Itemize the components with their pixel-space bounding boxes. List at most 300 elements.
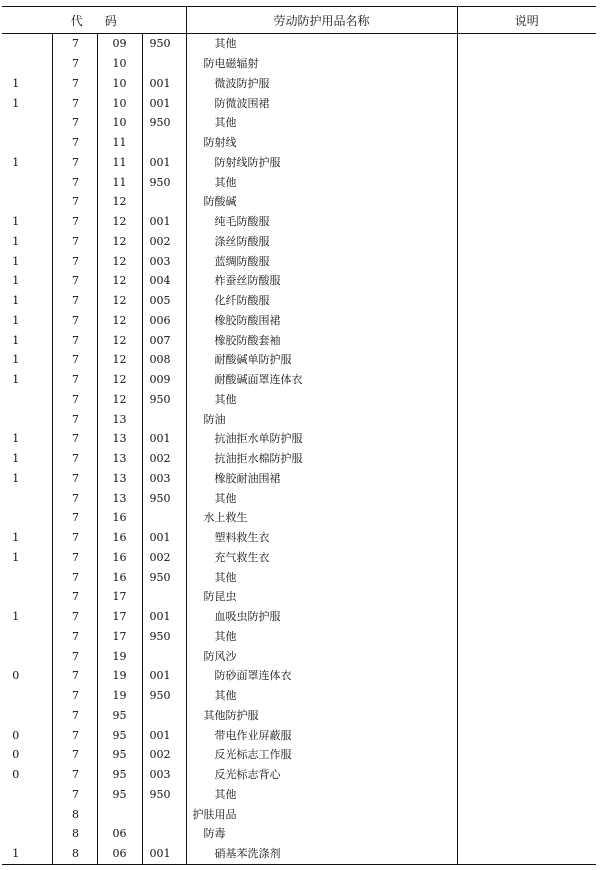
code-level-4-cell: 001	[142, 528, 186, 548]
code-level-1-cell: 1	[12, 96, 20, 110]
table-row	[2, 311, 596, 331]
code-level-3-cell: 13	[97, 488, 142, 508]
table-row	[2, 607, 596, 627]
table-row	[2, 390, 596, 410]
table-row	[2, 508, 596, 528]
note-cell	[457, 804, 596, 824]
item-name-cell: 硝基苯洗涤剂	[186, 844, 457, 864]
code-level-3-cell: 10	[97, 113, 142, 133]
code-level-1-cell: 1	[12, 155, 20, 169]
code-level-4-cell: 001	[142, 429, 186, 449]
code-level-4-cell	[142, 409, 186, 429]
code-level-4-cell	[142, 133, 186, 153]
code-level-4-cell: 005	[142, 291, 186, 311]
item-name-cell: 防昆虫	[186, 587, 457, 607]
note-cell	[457, 785, 596, 805]
note-cell	[457, 133, 596, 153]
item-name-cell: 防射线	[186, 133, 457, 153]
note-cell	[457, 390, 596, 410]
code-level-2-cell: 7	[52, 508, 97, 528]
code-level-4-cell	[142, 54, 186, 74]
note-cell	[457, 370, 596, 390]
code-level-2-cell: 7	[52, 390, 97, 410]
item-name-cell: 微波防护服	[186, 74, 457, 94]
note-cell	[457, 627, 596, 647]
table-row	[2, 271, 596, 291]
code-level-1-cell	[2, 34, 52, 54]
code-level-4-cell: 001	[142, 725, 186, 745]
code-level-1-cell: 0	[12, 669, 20, 683]
item-name-cell: 其他	[186, 567, 457, 587]
table-row	[2, 113, 596, 133]
code-level-2-cell: 7	[52, 133, 97, 153]
table-row	[2, 74, 596, 94]
note-cell	[457, 528, 596, 548]
code-level-3-cell: 16	[97, 508, 142, 528]
table-row	[2, 54, 596, 74]
code-level-4-cell: 001	[142, 666, 186, 686]
table-row	[2, 291, 596, 311]
code-level-4-cell	[142, 706, 186, 726]
note-cell	[457, 765, 596, 785]
code-level-1-cell: 1	[12, 550, 20, 564]
code-level-4-cell: 002	[142, 449, 186, 469]
item-name-cell: 防酸碱	[186, 192, 457, 212]
table-row	[2, 725, 596, 745]
code-level-1-cell: 1	[12, 274, 20, 288]
code-level-4-cell: 009	[142, 370, 186, 390]
code-level-2-cell: 7	[52, 686, 97, 706]
note-cell	[457, 429, 596, 449]
code-level-1-cell	[2, 390, 52, 410]
item-name-cell: 其他	[186, 34, 457, 54]
note-cell	[457, 212, 596, 232]
code-level-1-cell	[2, 804, 52, 824]
code-level-2-cell: 7	[52, 587, 97, 607]
code-level-1-cell	[2, 785, 52, 805]
table-row	[2, 686, 596, 706]
code-level-3-cell: 95	[97, 706, 142, 726]
table-row	[2, 627, 596, 647]
code-level-4-cell: 007	[142, 330, 186, 350]
code-level-2-cell: 7	[52, 212, 97, 232]
code-level-1-cell: 1	[12, 432, 20, 446]
table-row	[2, 34, 596, 54]
code-level-2-cell: 7	[52, 567, 97, 587]
code-level-3-cell: 95	[97, 745, 142, 765]
code-level-4-cell: 950	[142, 785, 186, 805]
note-cell	[457, 330, 596, 350]
code-level-2-cell: 7	[52, 192, 97, 212]
note-cell	[457, 725, 596, 745]
item-name-cell: 防电磁辐射	[186, 54, 457, 74]
note-cell	[457, 745, 596, 765]
code-level-4-cell	[142, 804, 186, 824]
table-row	[2, 330, 596, 350]
code-level-1-cell: 1	[12, 234, 20, 248]
code-level-1-cell: 0	[12, 728, 20, 742]
code-level-4-cell: 950	[142, 627, 186, 647]
code-level-4-cell: 004	[142, 271, 186, 291]
code-level-1-cell: 0	[12, 748, 20, 762]
note-cell	[457, 192, 596, 212]
code-level-3-cell: 13	[97, 409, 142, 429]
code-level-1-cell	[2, 192, 52, 212]
note-cell	[457, 153, 596, 173]
code-level-3-cell: 11	[97, 133, 142, 153]
code-level-3-cell: 13	[97, 449, 142, 469]
note-cell	[457, 93, 596, 113]
code-level-3-cell: 17	[97, 587, 142, 607]
table-row	[2, 765, 596, 785]
code-level-1-cell	[2, 706, 52, 726]
code-level-4-cell: 003	[142, 765, 186, 785]
table-row	[2, 409, 596, 429]
table-row	[2, 745, 596, 765]
table-row	[2, 212, 596, 232]
note-cell	[457, 291, 596, 311]
code-level-2-cell: 7	[52, 409, 97, 429]
item-name-cell: 抗油拒水棉防护服	[186, 449, 457, 469]
code-level-2-cell: 7	[52, 765, 97, 785]
note-cell	[457, 350, 596, 370]
code-level-1-cell	[2, 824, 52, 844]
code-level-3-cell: 16	[97, 567, 142, 587]
code-level-3-cell: 11	[97, 153, 142, 173]
code-level-4-cell: 002	[142, 745, 186, 765]
code-level-3-cell: 12	[97, 350, 142, 370]
table-row	[2, 706, 596, 726]
code-level-3-cell: 12	[97, 212, 142, 232]
note-cell	[457, 607, 596, 627]
code-level-2-cell: 7	[52, 745, 97, 765]
table-row	[2, 153, 596, 173]
table-row	[2, 528, 596, 548]
table-row	[2, 488, 596, 508]
code-level-4-cell: 001	[142, 93, 186, 113]
code-level-4-cell: 950	[142, 567, 186, 587]
table-row	[2, 449, 596, 469]
item-name-cell: 其他	[186, 390, 457, 410]
table-row	[2, 133, 596, 153]
code-level-2-cell: 7	[52, 548, 97, 568]
code-level-4-cell: 950	[142, 113, 186, 133]
code-level-4-cell: 950	[142, 390, 186, 410]
note-cell	[457, 686, 596, 706]
table-row	[2, 844, 596, 864]
table-row	[2, 824, 596, 844]
code-level-3-cell: 11	[97, 172, 142, 192]
code-level-4-cell: 003	[142, 469, 186, 489]
table-row	[2, 567, 596, 587]
code-level-3-cell: 17	[97, 607, 142, 627]
code-level-3-cell: 19	[97, 666, 142, 686]
item-name-cell: 橡胶耐油围裙	[186, 469, 457, 489]
code-level-3-cell: 12	[97, 271, 142, 291]
note-column-header: 说明	[457, 7, 596, 34]
code-level-2-cell: 8	[52, 824, 97, 844]
code-level-4-cell	[142, 587, 186, 607]
code-level-2-cell: 7	[52, 350, 97, 370]
item-name-cell: 其他	[186, 113, 457, 133]
table-row	[2, 370, 596, 390]
table-row	[2, 804, 596, 824]
note-cell	[457, 449, 596, 469]
code-level-3-cell: 12	[97, 390, 142, 410]
item-name-cell: 纯毛防酸服	[186, 212, 457, 232]
table-row	[2, 429, 596, 449]
item-name-cell: 血吸虫防护服	[186, 607, 457, 627]
note-cell	[457, 251, 596, 271]
code-level-1-cell	[2, 409, 52, 429]
item-name-cell: 橡胶防酸套袖	[186, 330, 457, 350]
item-name-cell: 其他	[186, 172, 457, 192]
code-level-4-cell: 950	[142, 172, 186, 192]
code-level-2-cell: 7	[52, 291, 97, 311]
code-level-2-cell: 7	[52, 528, 97, 548]
code-level-3-cell: 09	[97, 34, 142, 54]
code-level-3-cell: 10	[97, 74, 142, 94]
table-row	[2, 350, 596, 370]
table-row	[2, 587, 596, 607]
code-level-2-cell: 7	[52, 706, 97, 726]
table-row	[2, 93, 596, 113]
code-level-2-cell: 7	[52, 646, 97, 666]
code-level-1-cell	[2, 133, 52, 153]
note-cell	[457, 844, 596, 864]
code-level-2-cell: 7	[52, 113, 97, 133]
code-level-4-cell	[142, 508, 186, 528]
code-level-1-cell	[2, 567, 52, 587]
table-header-row	[2, 7, 596, 34]
note-cell	[457, 646, 596, 666]
code-level-3-cell: 95	[97, 765, 142, 785]
code-level-2-cell: 8	[52, 844, 97, 864]
code-level-3-cell: 12	[97, 370, 142, 390]
table-row	[2, 192, 596, 212]
code-level-3-cell: 12	[97, 291, 142, 311]
code-level-2-cell: 7	[52, 449, 97, 469]
note-cell	[457, 172, 596, 192]
item-name-cell: 其他	[186, 785, 457, 805]
item-name-cell: 防毒	[186, 824, 457, 844]
code-level-1-cell	[2, 627, 52, 647]
code-level-1-cell: 1	[12, 353, 20, 367]
note-cell	[457, 74, 596, 94]
note-cell	[457, 508, 596, 528]
code-level-3-cell: 13	[97, 429, 142, 449]
code-level-3-cell: 12	[97, 311, 142, 331]
code-level-4-cell	[142, 192, 186, 212]
note-cell	[457, 824, 596, 844]
item-name-cell: 护肤用品	[186, 804, 457, 824]
code-level-3-cell: 95	[97, 785, 142, 805]
code-level-3-cell: 10	[97, 93, 142, 113]
table-row	[2, 548, 596, 568]
item-name-cell: 化纤防酸服	[186, 291, 457, 311]
code-level-1-cell	[2, 587, 52, 607]
code-level-3-cell: 10	[97, 54, 142, 74]
code-level-3-cell: 06	[97, 824, 142, 844]
table-row	[2, 666, 596, 686]
code-level-2-cell: 7	[52, 232, 97, 252]
code-level-2-cell: 7	[52, 153, 97, 173]
code-level-2-cell: 7	[52, 429, 97, 449]
item-name-cell: 防射线防护服	[186, 153, 457, 173]
note-cell	[457, 469, 596, 489]
code-level-2-cell: 7	[52, 607, 97, 627]
table-row	[2, 785, 596, 805]
code-level-1-cell: 1	[12, 313, 20, 327]
note-cell	[457, 54, 596, 74]
code-level-1-cell: 1	[12, 76, 20, 90]
note-cell	[457, 409, 596, 429]
code-level-1-cell: 1	[12, 215, 20, 229]
code-level-4-cell: 003	[142, 251, 186, 271]
code-level-2-cell: 7	[52, 469, 97, 489]
code-level-1-cell	[2, 686, 52, 706]
item-name-cell: 防砂面罩连体衣	[186, 666, 457, 686]
code-table	[2, 6, 596, 865]
code-level-1-cell	[2, 54, 52, 74]
code-level-3-cell	[97, 804, 142, 824]
item-name-cell: 反光标志工作服	[186, 745, 457, 765]
code-level-4-cell: 008	[142, 350, 186, 370]
code-level-1-cell: 1	[12, 471, 20, 485]
code-level-4-cell: 950	[142, 34, 186, 54]
code-level-3-cell: 17	[97, 627, 142, 647]
code-level-2-cell: 7	[52, 93, 97, 113]
note-cell	[457, 232, 596, 252]
code-column-header: 代码	[2, 7, 186, 34]
item-name-cell: 充气救生衣	[186, 548, 457, 568]
name-column-header: 劳动防护用品名称	[186, 7, 457, 34]
code-level-4-cell	[142, 824, 186, 844]
item-name-cell: 其他	[186, 627, 457, 647]
code-level-4-cell: 002	[142, 548, 186, 568]
item-name-cell: 反光标志背心	[186, 765, 457, 785]
code-level-2-cell: 7	[52, 34, 97, 54]
item-name-cell: 防油	[186, 409, 457, 429]
code-level-2-cell: 7	[52, 725, 97, 745]
code-level-1-cell: 1	[2, 844, 52, 864]
note-cell	[457, 666, 596, 686]
code-level-4-cell: 950	[142, 686, 186, 706]
table-row	[2, 232, 596, 252]
item-name-cell: 防风沙	[186, 646, 457, 666]
code-level-4-cell	[142, 646, 186, 666]
code-level-4-cell: 001	[142, 607, 186, 627]
item-name-cell: 抗油拒水单防护服	[186, 429, 457, 449]
code-level-1-cell	[2, 508, 52, 528]
code-level-3-cell: 19	[97, 646, 142, 666]
code-level-3-cell: 06	[97, 844, 142, 864]
code-level-2-cell: 7	[52, 271, 97, 291]
code-level-2-cell: 7	[52, 172, 97, 192]
table-row	[2, 646, 596, 666]
note-cell	[457, 311, 596, 331]
code-level-1-cell	[2, 646, 52, 666]
code-level-1-cell: 1	[12, 254, 20, 268]
item-name-cell: 塑料救生衣	[186, 528, 457, 548]
note-cell	[457, 548, 596, 568]
item-name-cell: 水上救生	[186, 508, 457, 528]
table-row	[2, 251, 596, 271]
note-cell	[457, 567, 596, 587]
item-name-cell: 蓝绸防酸服	[186, 251, 457, 271]
item-name-cell: 橡胶防酸围裙	[186, 311, 457, 331]
code-level-2-cell: 7	[52, 311, 97, 331]
code-level-3-cell: 12	[97, 251, 142, 271]
code-level-2-cell: 8	[52, 804, 97, 824]
code-level-2-cell: 7	[52, 251, 97, 271]
item-name-cell: 柞蚕丝防酸服	[186, 271, 457, 291]
code-level-1-cell: 0	[12, 768, 20, 782]
note-cell	[457, 706, 596, 726]
code-level-3-cell: 13	[97, 469, 142, 489]
code-level-3-cell: 16	[97, 548, 142, 568]
code-level-4-cell: 001	[142, 74, 186, 94]
code-level-2-cell: 7	[52, 370, 97, 390]
item-name-cell: 耐酸碱单防护服	[186, 350, 457, 370]
item-name-cell: 其他	[186, 686, 457, 706]
code-level-2-cell: 7	[52, 54, 97, 74]
item-name-cell: 耐酸碱面罩连体衣	[186, 370, 457, 390]
table-row	[2, 469, 596, 489]
code-level-4-cell: 001	[142, 153, 186, 173]
code-level-4-cell: 950	[142, 488, 186, 508]
note-cell	[457, 34, 596, 54]
code-level-2-cell: 7	[52, 627, 97, 647]
code-level-3-cell: 12	[97, 232, 142, 252]
code-level-1-cell: 1	[12, 373, 20, 387]
code-level-2-cell: 7	[52, 74, 97, 94]
code-level-2-cell: 7	[52, 666, 97, 686]
item-name-cell: 涤丝防酸服	[186, 232, 457, 252]
note-cell	[457, 488, 596, 508]
code-level-1-cell: 1	[12, 452, 20, 466]
code-level-3-cell: 12	[97, 192, 142, 212]
table-row	[2, 172, 596, 192]
table-body	[2, 34, 596, 865]
note-cell	[457, 113, 596, 133]
note-cell	[457, 271, 596, 291]
code-level-3-cell: 19	[97, 686, 142, 706]
code-level-1-cell	[2, 113, 52, 133]
item-name-cell: 其他	[186, 488, 457, 508]
code-level-3-cell: 12	[97, 330, 142, 350]
code-level-3-cell: 16	[97, 528, 142, 548]
code-level-1-cell	[2, 172, 52, 192]
code-level-1-cell: 1	[12, 531, 20, 545]
item-name-cell: 防微波围裙	[186, 93, 457, 113]
code-level-2-cell: 7	[52, 330, 97, 350]
code-level-1-cell	[2, 488, 52, 508]
code-level-2-cell: 7	[52, 785, 97, 805]
code-level-4-cell: 006	[142, 311, 186, 331]
code-level-3-cell: 95	[97, 725, 142, 745]
item-name-cell: 带电作业屏蔽服	[186, 725, 457, 745]
code-level-1-cell: 1	[12, 333, 20, 347]
code-level-1-cell: 1	[12, 610, 20, 624]
item-name-cell: 其他防护服	[186, 706, 457, 726]
code-level-2-cell: 7	[52, 488, 97, 508]
code-level-4-cell: 001	[142, 212, 186, 232]
code-level-4-cell: 002	[142, 232, 186, 252]
code-level-4-cell: 001	[142, 844, 186, 864]
note-cell	[457, 587, 596, 607]
code-level-1-cell: 1	[12, 294, 20, 308]
